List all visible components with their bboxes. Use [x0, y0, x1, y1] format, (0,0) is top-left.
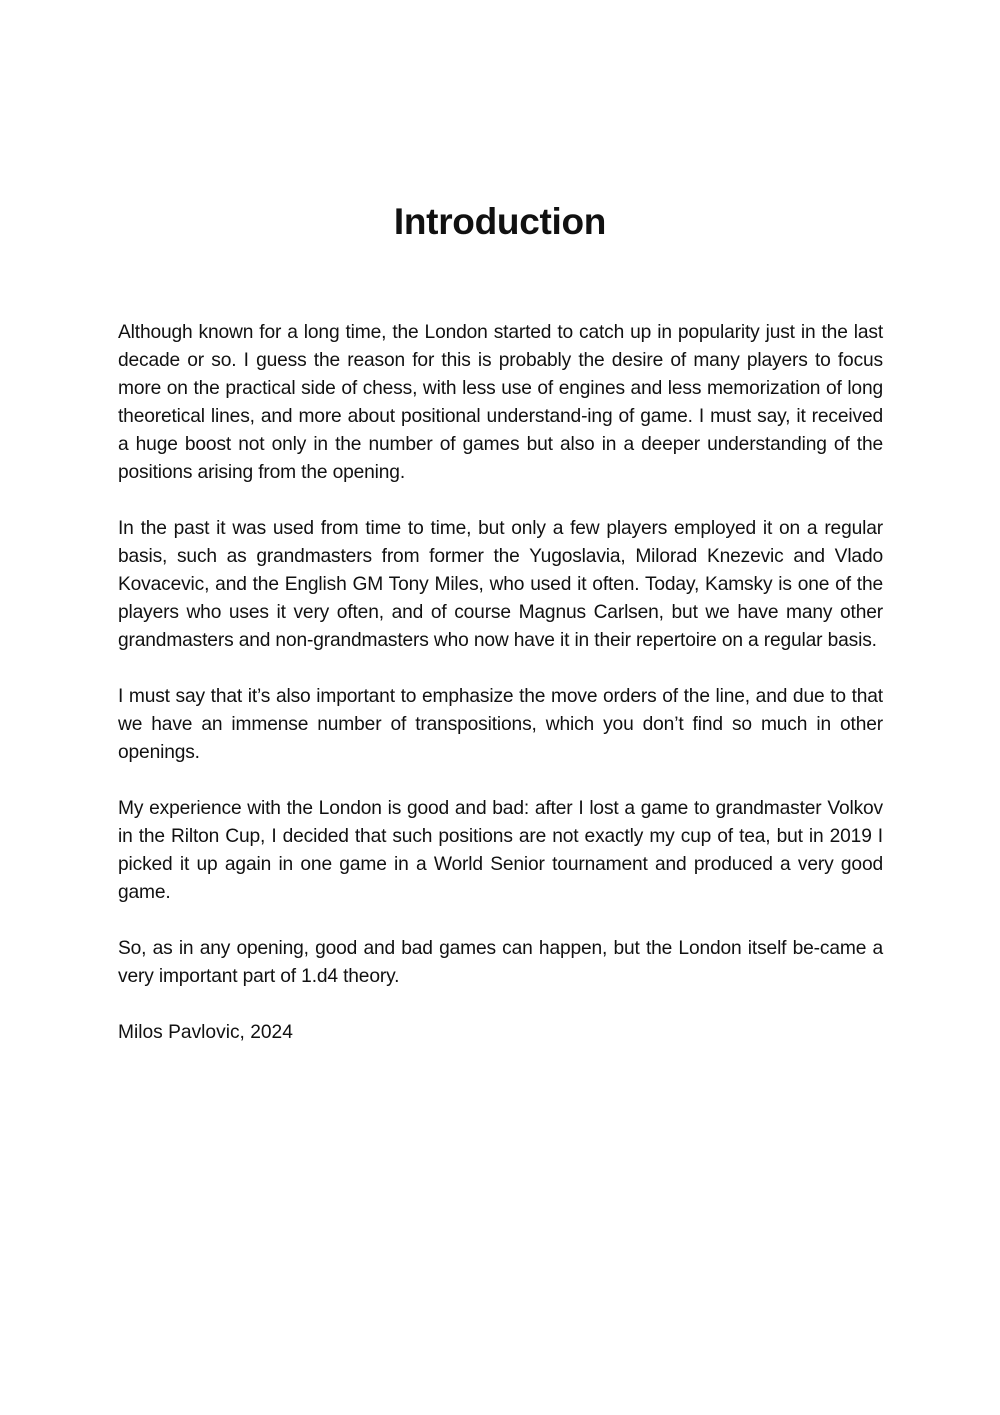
paragraph-2: In the past it was used from time to time, but only a few players employed it on a regular basis, such as grandmasters from former the Yugoslavia, Milorad Knezevic and Vlado Kovacevic, and the English GM Tony Miles, who used it often. Today, Kamsky is one of the players who uses it very often, and of course Magnus Carlsen, but we have many other grandmasters and non-grandmasters who now have it in their repertoire on a regular basis.: [118, 518, 883, 651]
paragraph-5: So, as in any opening, good and bad games can happen, but the London itself be-came a very important part of 1.d4 theory.: [118, 938, 883, 987]
author-signature: Milos Pavlovic, 2024: [118, 1022, 293, 1043]
introduction-body: [118, 319, 883, 1047]
paragraph-3: I must say that it’s also important to emphasize the move orders of the line, and due to that we have an immense number of transpositions, which you don’t find so much in other openings.: [118, 686, 883, 763]
paragraph-4: My experience with the London is good and bad: after I lost a game to grandmaster Volkov in the Rilton Cup, I decided that such positions are not exactly my cup of tea, but in 2019 I picked it up again in one game in a World Senior tournament and produced a very good game.: [118, 798, 883, 903]
paragraph-1: Although known for a long time, the London started to catch up in popularity just in the last decade or so. I guess the reason for this is probably the desire of many players to focus more on the practical side of chess, with less use of engines and less memorization of long theoretical lines, and more about positional understand-ing of game. I must say, it received a huge boost not only in the number of games but also in a deeper understanding of the positions arising from the opening.: [118, 322, 883, 483]
page-title: Introduction: [393, 201, 607, 242]
